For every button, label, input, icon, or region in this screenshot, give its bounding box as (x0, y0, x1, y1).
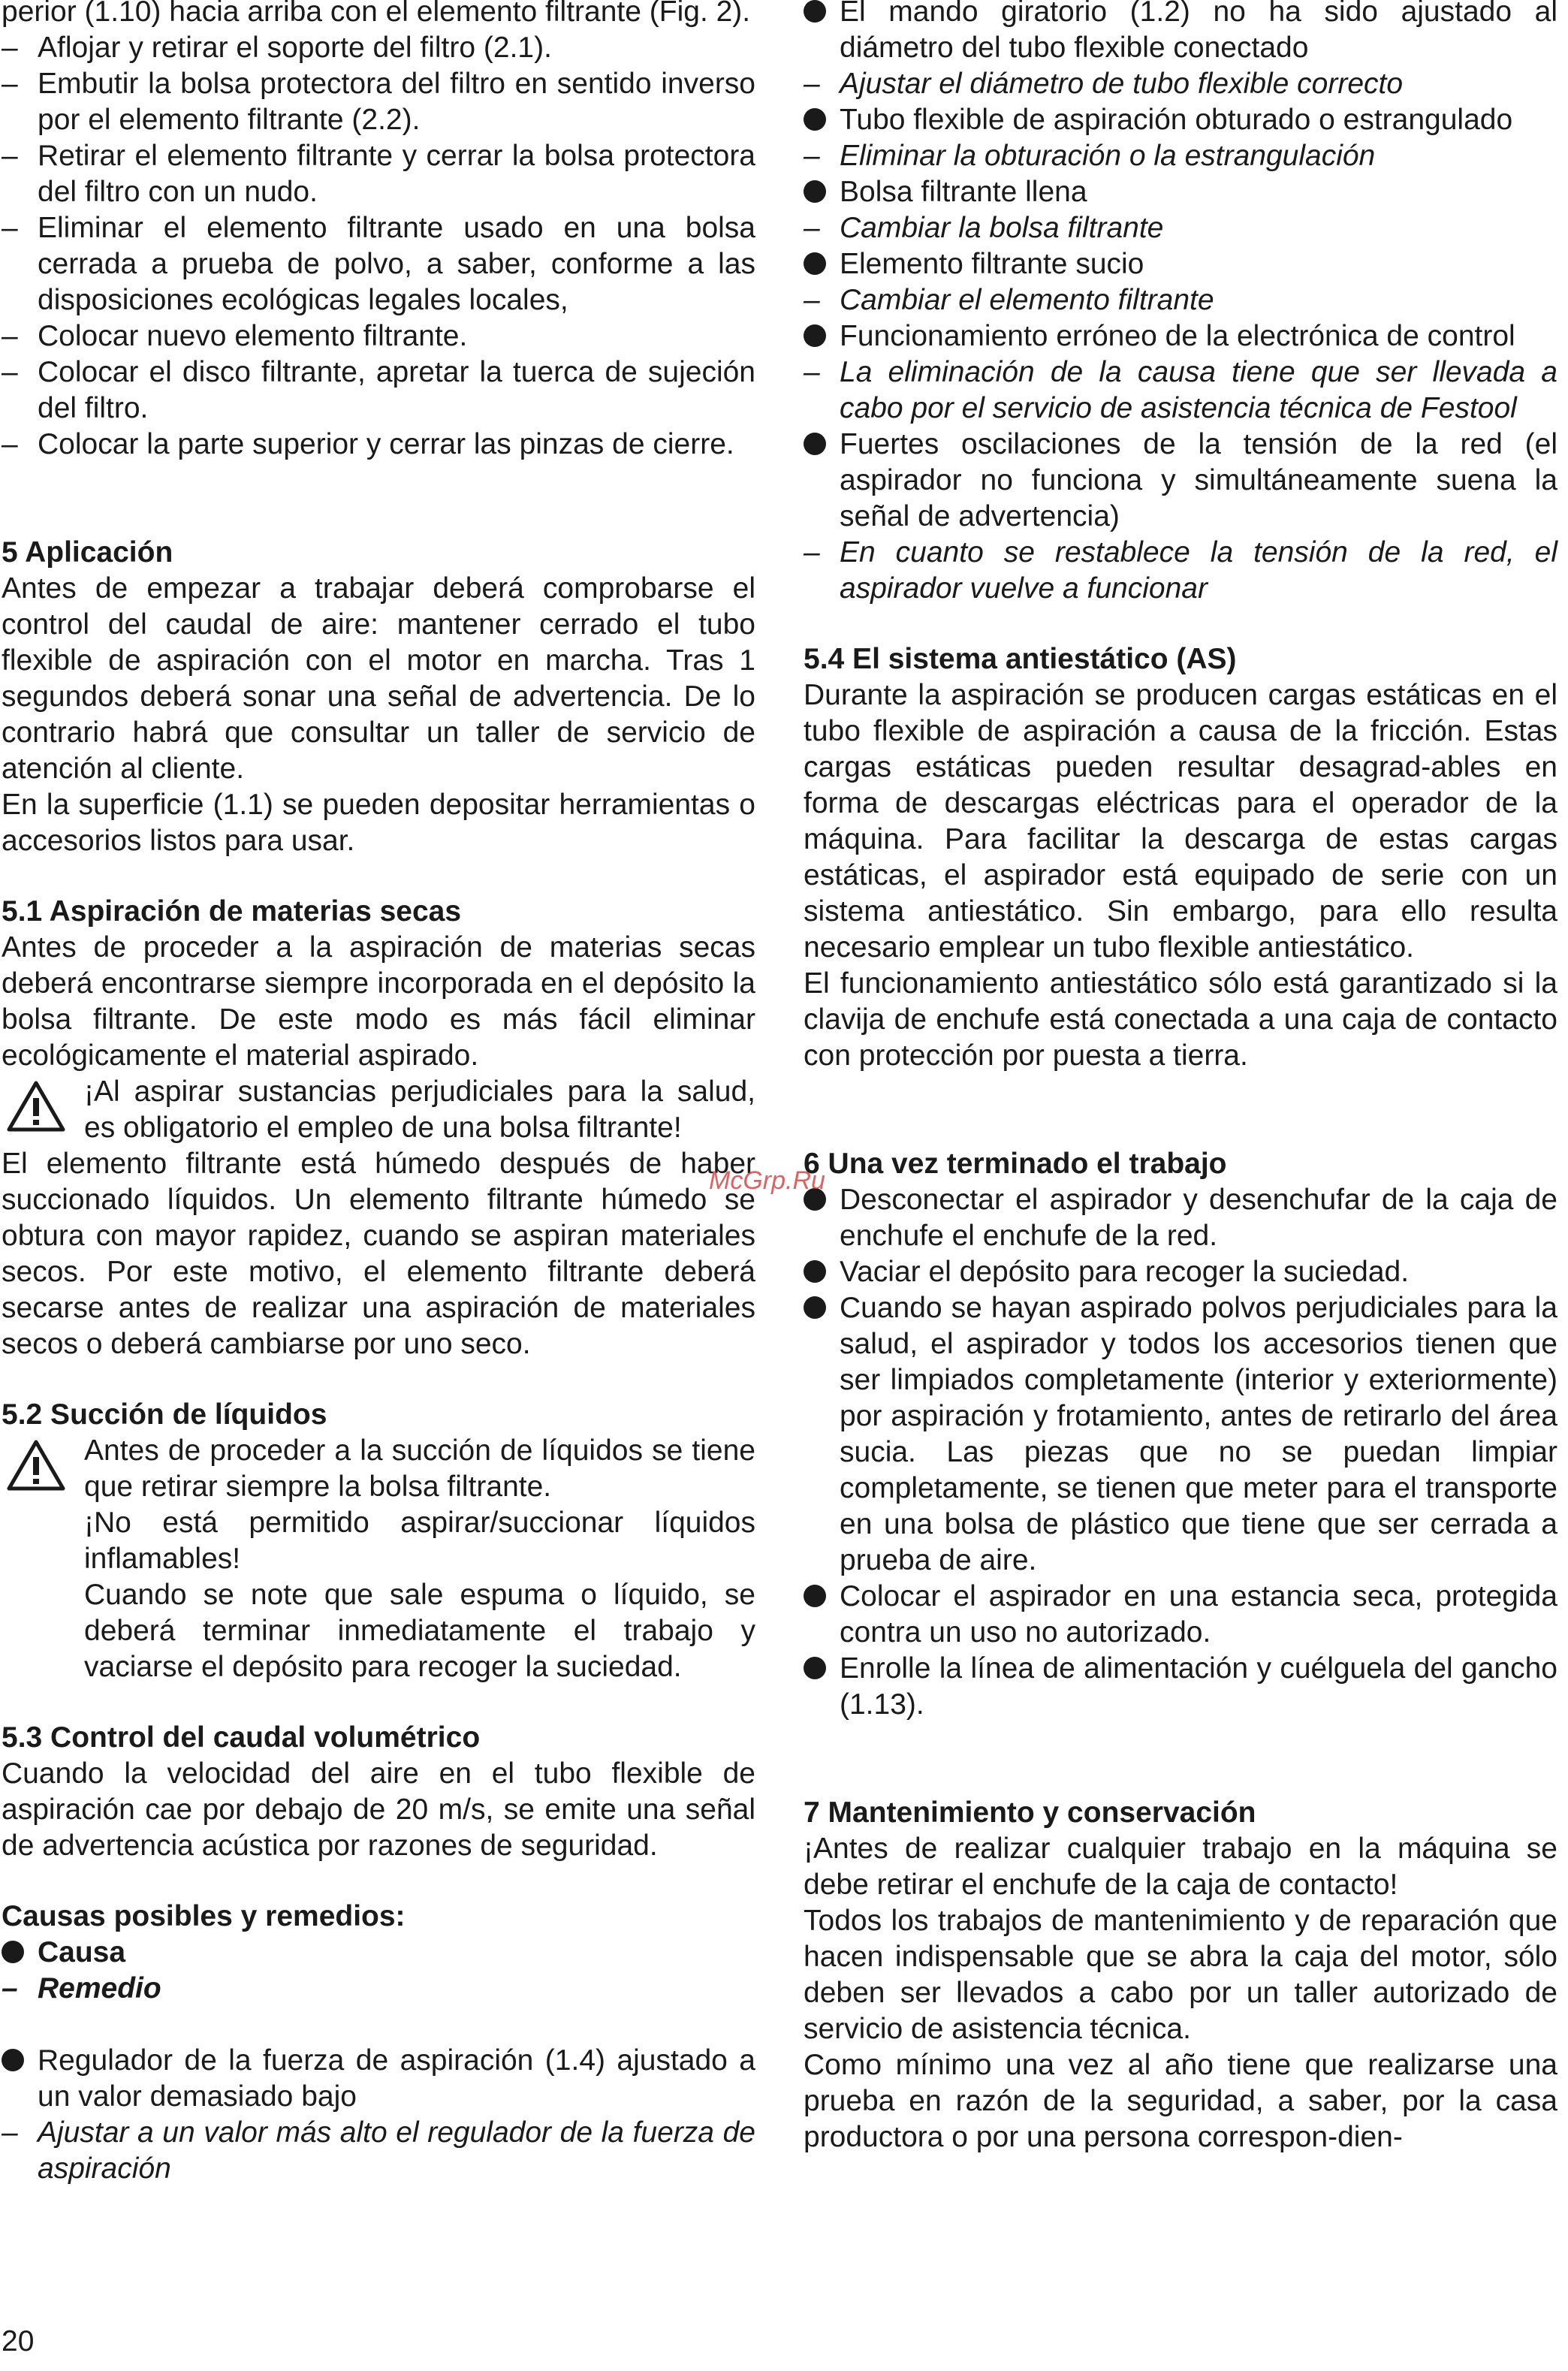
paragraph: Antes de empezar a trabajar deberá comprobarse el control del caudal de aire: mantener cerrado el tubo flexible de aspiración con el motor en marcha. Tras 1 segundos deberá sonar una señal de advertencia. De lo contrario habrá que consultar un taller de servicio de atención al cliente. (2, 572, 755, 785)
list-item: Desconectar el aspirador y desenchufar de la caja de enchufe el enchufe de la red. (804, 1182, 1557, 1254)
warning-text: ¡No está permitido aspirar/succionar líquidos inflamables! (84, 1507, 755, 1575)
list-item: – Colocar el disco filtrante, apretar la tuerca de sujeción del filtro. (2, 356, 755, 424)
cause-item: Tubo flexible de aspiración obturado o estrangulado (804, 102, 1557, 138)
paragraph: Como mínimo una vez al año tiene que realizarse una prueba en razón de la seguridad, a saber, por la casa productora o por una persona correspon-dien- (804, 2049, 1557, 2153)
list-item: – Embutir la bolsa protectora del filtro en sentido inverso por el elemento filtrante (2.2). (2, 68, 755, 136)
remedy-item: – En cuanto se restablece la tensión de la red, el aspirador vuelve a funcionar (804, 536, 1557, 605)
continued-text: perior (1.10) hacia arriba con el elemento filtrante (Fig. 2). (2, 0, 751, 28)
warning-triangle-icon (6, 1080, 66, 1133)
paragraph: El funcionamiento antiestático sólo está garantizado si la clavija de enchufe está conectada a una caja de contacto con protección por puesta a tierra. (804, 967, 1557, 1072)
list-item: Enrolle la línea de alimentación y cuélguela del gancho (1.13). (804, 1651, 1557, 1723)
section-heading: 7 Mantenimiento y conservación (804, 1796, 1256, 1829)
paragraph: ¡Antes de realizar cualquier trabajo en la máquina se debe retirar el enchufe de la caja de contacto! (804, 1833, 1557, 1901)
paragraph: En la superficie (1.1) se pueden depositar herramientas o accesorios listos para usar. (2, 789, 755, 857)
list-item: – Retirar el elemento filtrante y cerrar la bolsa protectora del filtro con un nudo. (2, 140, 755, 208)
right-column (804, 0, 1557, 2155)
warning-text: Cuando se note que sale espuma o líquido, se deberá terminar inmediatamente el trabajo y vaciarse el depósito para recoger la suciedad. (84, 1579, 755, 1683)
remedy-item: – La eliminación de la causa tiene que ser llevada a cabo por el servicio de asistencia técnica de Festool (804, 356, 1557, 424)
list-item: – Eliminar el elemento filtrante usado en una bolsa cerrada a prueba de polvo, a saber, conforme a las disposiciones ecológicas legales locales, (2, 212, 755, 316)
cause-item: Regulador de la fuerza de aspiración (1.4) ajustado a un valor demasiado bajo (2, 2043, 755, 2115)
warning-block: ¡Al aspirar sustancias perjudiciales para la salud, es obligatorio el empleo de una bolsa filtrante! (2, 1074, 755, 1146)
remedy-item: – Eliminar la obturación o la estrangulación (804, 140, 1376, 172)
legend-cause: Causa (2, 1935, 755, 1971)
cause-item: Funcionamiento erróneo de la electrónica de control (804, 318, 1557, 354)
list-item: – Colocar nuevo elemento filtrante. (2, 320, 468, 352)
paragraph: Antes de proceder a la aspiración de materias secas deberá encontrarse siempre incorporada en el depósito la bolsa filtrante. De este modo es más fácil eliminar ecológicamente el material aspirado. (2, 931, 755, 1072)
cause-item: Elemento filtrante sucio (804, 246, 1557, 282)
paragraph: Durante la aspiración se producen cargas estáticas en el tubo flexible de aspiración a causa de la fricción. Estas cargas estáticas pueden resultar desagrad-ables en forma de descargas eléctricas para el operador de la máquina. Para facilitar la descarga de estas cargas estáticas, el aspirador está equipado de serie con un sistema antiestático. Sin embargo, para ello resulta necesario emplear un tubo flexible antiestático. (804, 679, 1557, 964)
cause-item: Fuertes oscilaciones de la tensión de la red (el aspirador no funciona y simultáneamente suena la señal de advertencia) (804, 427, 1557, 535)
warning-triangle-icon (6, 1439, 66, 1492)
remedy-item: – Cambiar la bolsa filtrante (804, 212, 1164, 244)
paragraph: Cuando la velocidad del aire en el tubo flexible de aspiración cae por debajo de 20 m/s, se emite una señal de advertencia acústica por razones de seguridad. (2, 1757, 755, 1862)
warning-block (2, 1433, 755, 1685)
legend-remedy: – Remedio (2, 1972, 161, 2004)
section-heading: 5.3 Control del caudal volumétrico (2, 1721, 481, 1754)
list-item: – Colocar la parte superior y cerrar las pinzas de cierre. (2, 428, 734, 460)
section-heading: 5.1 Aspiración de materias secas (2, 895, 462, 928)
warning-text: Antes de proceder a la succión de líquidos se tiene que retirar siempre la bolsa filtrante. (84, 1434, 755, 1503)
list-item: Vaciar el depósito para recoger la suciedad. (804, 1254, 1557, 1290)
list-item: Cuando se hayan aspirado polvos perjudiciales para la salud, el aspirador y todos los accesorios tienen que ser limpiados completamente (interior y exteriormente) por aspiración y frotamiento, antes de retirarlo del área sucia. Las piezas que no se puedan limpiar completamente, se tienen que meter para el transporte en una bolsa de plástico que tiene que ser cerrada a prueba de aire. (804, 1290, 1557, 1579)
page-number: 20 (2, 2325, 35, 2357)
cause-item: El mando giratorio (1.2) no ha sido ajustado al diámetro del tubo flexible conectado (804, 0, 1557, 66)
causes-heading: Causas posibles y remedios: (2, 1900, 406, 1932)
section-heading: 5.4 El sistema antiestático (AS) (804, 643, 1237, 675)
paragraph: Todos los trabajos de mantenimiento y de reparación que hacen indispensable que se abra la caja del motor, sólo deben ser llevados a cabo por un taller autorizado de servicio de asistencia técnica. (804, 1905, 1557, 2045)
section-heading: 6 Una vez terminado el trabajo (804, 1148, 1227, 1180)
list-item: Colocar el aspirador en una estancia seca, protegida contra un uso no autorizado. (804, 1579, 1557, 1651)
remedy-item: – Cambiar el elemento filtrante (804, 284, 1214, 316)
section-heading: 5.2 Succión de líquidos (2, 1398, 327, 1431)
section-heading: 5 Aplicación (2, 536, 173, 569)
remedy-item: – Ajustar el diámetro de tubo flexible correcto (804, 68, 1404, 100)
list-item: – Aflojar y retirar el soporte del filtro (2.1). (2, 32, 552, 64)
left-column (2, 0, 755, 2187)
paragraph: El elemento filtrante está húmedo después de haber succionado líquidos. Un elemento filtrante húmedo se obtura con mayor rapidez, cuando se aspiran materiales secos. Por este motivo, el elemento filtrante deberá secarse antes de realizar una aspiración de materiales secos o deberá cambiarse por uno seco. (2, 1148, 755, 1360)
remedy-item: – Ajustar a un valor más alto el regulador de la fuerza de aspiración (2, 2116, 755, 2185)
cause-item: Bolsa filtrante llena (804, 174, 1557, 210)
watermark: McGrp.Ru (709, 1166, 825, 1195)
